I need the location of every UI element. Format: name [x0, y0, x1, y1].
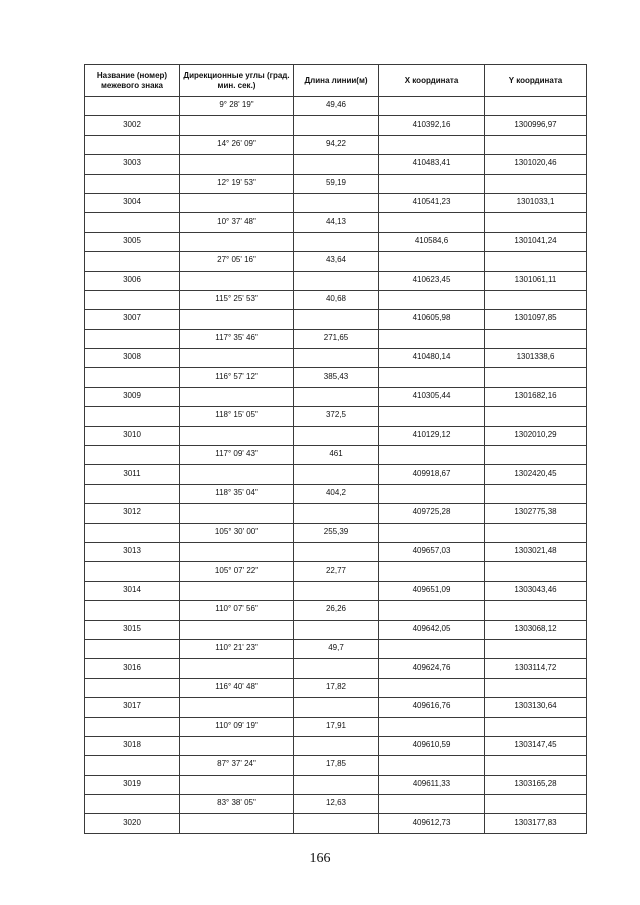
cell-angle: 105° 30' 00" [180, 523, 294, 542]
cell-angle: 110° 09' 19" [180, 717, 294, 736]
cell-angle [180, 620, 294, 639]
page-number: 166 [309, 851, 331, 866]
table-row-segment [85, 368, 587, 387]
header-name: Название (номер) межевого знака [85, 65, 180, 97]
cell-length: 271,65 [294, 329, 379, 348]
cell-length: 17,82 [294, 678, 379, 697]
cell-y: 1301097,85 [485, 310, 587, 329]
cell-name [85, 484, 180, 503]
table-row-point [85, 814, 587, 833]
cell-x: 410392,16 [379, 116, 485, 135]
table-row-segment [85, 213, 587, 232]
cell-x: 410623,45 [379, 271, 485, 290]
table-row-segment [85, 252, 587, 271]
table-row-point [85, 620, 587, 639]
table-row-segment [85, 795, 587, 814]
cell-name [85, 252, 180, 271]
cell-y: 1302010,29 [485, 426, 587, 445]
cell-length [294, 542, 379, 561]
cell-angle: 117° 09' 43" [180, 446, 294, 465]
table-row-segment [85, 407, 587, 426]
cell-name [85, 174, 180, 193]
table-row-point [85, 465, 587, 484]
cell-x: 409610,59 [379, 736, 485, 755]
cell-length [294, 620, 379, 639]
cell-y [485, 174, 587, 193]
cell-x [379, 368, 485, 387]
table-body [85, 97, 587, 834]
table-row-segment [85, 523, 587, 542]
table-row-segment [85, 135, 587, 154]
cell-length: 17,91 [294, 717, 379, 736]
cell-y: 1300996,97 [485, 116, 587, 135]
cell-length: 94,22 [294, 135, 379, 154]
cell-length [294, 155, 379, 174]
cell-length: 43,64 [294, 252, 379, 271]
cell-y: 1301020,46 [485, 155, 587, 174]
cell-x: 409642,05 [379, 620, 485, 639]
cell-name: 3004 [85, 193, 180, 212]
table-row-segment [85, 678, 587, 697]
cell-x [379, 484, 485, 503]
cell-name: 3003 [85, 155, 180, 174]
cell-y: 1301061,11 [485, 271, 587, 290]
cell-angle [180, 581, 294, 600]
cell-angle: 118° 15' 05" [180, 407, 294, 426]
cell-length: 461 [294, 446, 379, 465]
cell-angle [180, 698, 294, 717]
table-row-point [85, 542, 587, 561]
cell-length: 49,7 [294, 639, 379, 658]
cell-y [485, 717, 587, 736]
cell-angle [180, 736, 294, 755]
table-row-point [85, 271, 587, 290]
cell-length [294, 349, 379, 368]
table-row-segment [85, 639, 587, 658]
cell-y [485, 213, 587, 232]
boundary-points-table [84, 64, 587, 834]
cell-length [294, 193, 379, 212]
header-angle: Дирекционные углы (град. мин. сек.) [180, 65, 294, 97]
table-row-point [85, 232, 587, 251]
cell-angle: 9° 28' 19" [180, 97, 294, 116]
cell-angle [180, 349, 294, 368]
cell-y [485, 446, 587, 465]
cell-y [485, 756, 587, 775]
cell-x: 410541,23 [379, 193, 485, 212]
cell-angle [180, 232, 294, 251]
cell-x [379, 756, 485, 775]
table-row-point [85, 155, 587, 174]
cell-length [294, 659, 379, 678]
cell-name: 3006 [85, 271, 180, 290]
table-row-point [85, 775, 587, 794]
cell-y [485, 97, 587, 116]
cell-name: 3011 [85, 465, 180, 484]
cell-x: 409611,33 [379, 775, 485, 794]
cell-x [379, 174, 485, 193]
cell-name: 3016 [85, 659, 180, 678]
table-row-point [85, 349, 587, 368]
cell-y: 1303068,12 [485, 620, 587, 639]
cell-name: 3012 [85, 504, 180, 523]
header-y: Y координата [485, 65, 587, 97]
table-row-segment [85, 484, 587, 503]
cell-angle [180, 659, 294, 678]
cell-length [294, 387, 379, 406]
cell-name: 3002 [85, 116, 180, 135]
cell-y [485, 252, 587, 271]
table-row-segment [85, 756, 587, 775]
cell-length [294, 504, 379, 523]
cell-length: 44,13 [294, 213, 379, 232]
cell-angle: 10° 37' 48" [180, 213, 294, 232]
cell-angle [180, 542, 294, 561]
table-row-point [85, 698, 587, 717]
cell-y [485, 562, 587, 581]
cell-name [85, 368, 180, 387]
cell-name: 3009 [85, 387, 180, 406]
table-row-segment [85, 97, 587, 116]
cell-length [294, 736, 379, 755]
table-row-point [85, 736, 587, 755]
cell-angle: 14° 26' 09" [180, 135, 294, 154]
cell-x: 410129,12 [379, 426, 485, 445]
cell-name: 3005 [85, 232, 180, 251]
cell-x [379, 678, 485, 697]
table-row-segment [85, 329, 587, 348]
cell-length: 49,46 [294, 97, 379, 116]
cell-name [85, 97, 180, 116]
cell-x [379, 717, 485, 736]
cell-length: 40,68 [294, 290, 379, 309]
cell-name: 3014 [85, 581, 180, 600]
cell-length [294, 775, 379, 794]
cell-x: 410480,14 [379, 349, 485, 368]
cell-y [485, 368, 587, 387]
cell-x: 409657,03 [379, 542, 485, 561]
cell-length: 12,63 [294, 795, 379, 814]
table-row-segment [85, 601, 587, 620]
cell-x [379, 523, 485, 542]
table-row-segment [85, 562, 587, 581]
cell-x: 410483,41 [379, 155, 485, 174]
cell-name [85, 562, 180, 581]
cell-angle: 110° 21' 23" [180, 639, 294, 658]
cell-y [485, 795, 587, 814]
cell-angle: 117° 35' 46" [180, 329, 294, 348]
cell-name [85, 639, 180, 658]
cell-angle: 116° 57' 12" [180, 368, 294, 387]
cell-name [85, 717, 180, 736]
cell-y: 1303130,64 [485, 698, 587, 717]
cell-angle: 118° 35' 04" [180, 484, 294, 503]
cell-length [294, 581, 379, 600]
cell-x [379, 135, 485, 154]
cell-x: 409651,09 [379, 581, 485, 600]
cell-x [379, 639, 485, 658]
cell-angle [180, 426, 294, 445]
cell-y: 1303177,83 [485, 814, 587, 833]
cell-angle: 105° 07' 22" [180, 562, 294, 581]
cell-angle [180, 504, 294, 523]
cell-length: 59,19 [294, 174, 379, 193]
cell-x [379, 601, 485, 620]
cell-length [294, 426, 379, 445]
table-row-point [85, 116, 587, 135]
cell-length: 385,43 [294, 368, 379, 387]
cell-x [379, 407, 485, 426]
table-row-point [85, 581, 587, 600]
table-row-point [85, 426, 587, 445]
cell-length: 26,26 [294, 601, 379, 620]
cell-length [294, 310, 379, 329]
cell-y: 1302420,45 [485, 465, 587, 484]
cell-length: 404,2 [294, 484, 379, 503]
cell-y [485, 639, 587, 658]
cell-name: 3013 [85, 542, 180, 561]
cell-x [379, 213, 485, 232]
cell-y: 1303114,72 [485, 659, 587, 678]
table-row-segment [85, 174, 587, 193]
cell-x [379, 795, 485, 814]
cell-x: 409624,76 [379, 659, 485, 678]
cell-x: 410305,44 [379, 387, 485, 406]
cell-y: 1301041,24 [485, 232, 587, 251]
cell-name [85, 290, 180, 309]
cell-length [294, 271, 379, 290]
cell-x: 410605,98 [379, 310, 485, 329]
cell-angle [180, 271, 294, 290]
cell-name: 3019 [85, 775, 180, 794]
header-x: Х координата [379, 65, 485, 97]
cell-length [294, 116, 379, 135]
cell-angle: 27° 05' 16" [180, 252, 294, 271]
cell-y: 1301033,1 [485, 193, 587, 212]
cell-angle [180, 814, 294, 833]
table-row-point [85, 193, 587, 212]
cell-name [85, 407, 180, 426]
cell-angle [180, 775, 294, 794]
cell-y [485, 484, 587, 503]
cell-length: 255,39 [294, 523, 379, 542]
table-row-segment [85, 446, 587, 465]
cell-y [485, 407, 587, 426]
cell-angle [180, 465, 294, 484]
header-length: Длина линии(м) [294, 65, 379, 97]
cell-length: 22,77 [294, 562, 379, 581]
cell-angle [180, 116, 294, 135]
table-row-point [85, 387, 587, 406]
cell-x: 409612,73 [379, 814, 485, 833]
cell-name [85, 795, 180, 814]
cell-y: 1301338,6 [485, 349, 587, 368]
cell-name [85, 213, 180, 232]
table-header-row [85, 65, 587, 97]
cell-angle [180, 155, 294, 174]
cell-angle [180, 310, 294, 329]
cell-name: 3007 [85, 310, 180, 329]
cell-y: 1303165,28 [485, 775, 587, 794]
cell-angle: 115° 25' 53" [180, 290, 294, 309]
table-row-segment [85, 290, 587, 309]
cell-name: 3018 [85, 736, 180, 755]
cell-y [485, 135, 587, 154]
cell-name [85, 601, 180, 620]
cell-name [85, 329, 180, 348]
cell-y: 1302775,38 [485, 504, 587, 523]
cell-name [85, 523, 180, 542]
cell-length: 17,85 [294, 756, 379, 775]
cell-x: 409918,67 [379, 465, 485, 484]
table-row-segment [85, 717, 587, 736]
cell-name: 3008 [85, 349, 180, 368]
cell-name [85, 678, 180, 697]
cell-name: 3010 [85, 426, 180, 445]
cell-length [294, 814, 379, 833]
cell-angle: 12° 19' 53" [180, 174, 294, 193]
cell-x [379, 446, 485, 465]
cell-name [85, 756, 180, 775]
cell-length [294, 465, 379, 484]
cell-y: 1303147,45 [485, 736, 587, 755]
table-row-point [85, 504, 587, 523]
cell-angle: 83° 38' 05" [180, 795, 294, 814]
cell-y: 1301682,16 [485, 387, 587, 406]
cell-x [379, 562, 485, 581]
cell-name: 3020 [85, 814, 180, 833]
table-row-point [85, 310, 587, 329]
cell-y [485, 678, 587, 697]
cell-y [485, 290, 587, 309]
cell-length: 372,5 [294, 407, 379, 426]
cell-y [485, 523, 587, 542]
cell-x: 409725,28 [379, 504, 485, 523]
cell-name: 3015 [85, 620, 180, 639]
cell-x [379, 329, 485, 348]
cell-y: 1303021,48 [485, 542, 587, 561]
cell-y [485, 329, 587, 348]
cell-x: 409616,76 [379, 698, 485, 717]
cell-angle [180, 193, 294, 212]
cell-x [379, 252, 485, 271]
cell-name: 3017 [85, 698, 180, 717]
cell-x [379, 97, 485, 116]
table-row-point [85, 659, 587, 678]
cell-angle: 116° 40' 48" [180, 678, 294, 697]
cell-name [85, 135, 180, 154]
cell-angle: 87° 37' 24" [180, 756, 294, 775]
cell-name [85, 446, 180, 465]
cell-x: 410584,6 [379, 232, 485, 251]
cell-length [294, 232, 379, 251]
cell-y: 1303043,46 [485, 581, 587, 600]
cell-angle [180, 387, 294, 406]
cell-y [485, 601, 587, 620]
cell-length [294, 698, 379, 717]
cell-x [379, 290, 485, 309]
cell-angle: 110° 07' 56" [180, 601, 294, 620]
